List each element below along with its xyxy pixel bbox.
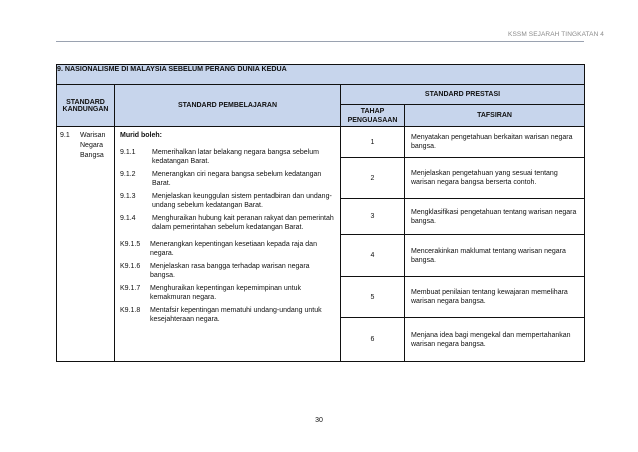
table-title: 9. NASIONALISME DI MALAYSIA SEBELUM PERANG DUNIA KEDUA <box>57 65 585 85</box>
item-code: 9.1.4 <box>120 215 136 222</box>
tafsiran-cell: Menjana idea bagi mengekal dan mempertahankan warisan negara bangsa. <box>405 318 585 362</box>
tafsiran-cell: Membuat penilaian tentang kewajaran memelihara warisan negara bangsa. <box>405 277 585 318</box>
item-text: Memerihalkan latar belakang negara bangsa sebelum kedatangan Barat. <box>152 149 319 165</box>
tahap-cell: 1 <box>341 127 405 158</box>
item-code: K9.1.6 <box>120 263 141 270</box>
item-code: 9.1.2 <box>120 171 136 178</box>
item-text: Menerangkan kepentingan kesetiaan kepada raja dan negara. <box>150 241 317 257</box>
list-item <box>120 192 335 210</box>
list-item <box>120 148 335 166</box>
murid-boleh-label: Murid boleh: <box>120 132 162 139</box>
page-number: 30 <box>315 417 323 424</box>
header-standard-prestasi: STANDARD PRESTASI <box>341 85 585 105</box>
header-divider <box>56 41 584 42</box>
list-item <box>120 306 335 324</box>
item-text: Menerangkan ciri negara bangsa sebelum kedatangan Barat. <box>152 171 322 187</box>
tafsiran-cell: Menyatakan pengetahuan berkaitan warisan negara bangsa. <box>405 127 585 158</box>
header-tahap-penguasaan: TAHAP PENGUASAAN <box>341 105 405 127</box>
item-code: K9.1.8 <box>120 307 141 314</box>
table-title-row <box>57 65 585 85</box>
item-text: Menghuraikan kepentingan kepemimpinan untuk kemakmuran negara. <box>150 285 301 301</box>
item-text: Menghuraikan hubung kait peranan rakyat dan pemerintah dalam pemerintahan sebelum kedatangan Barat. <box>152 215 334 231</box>
list-item <box>120 262 335 280</box>
header-row-1 <box>57 85 585 105</box>
pembelajaran-cell <box>115 127 341 362</box>
tahap-cell: 4 <box>341 235 405 277</box>
tafsiran-cell: Menjelaskan pengetahuan yang sesuai tentang warisan negara bangsa berserta contoh. <box>405 158 585 199</box>
list-item <box>120 170 335 188</box>
item-code: K9.1.5 <box>120 241 141 248</box>
tahap-cell: 5 <box>341 277 405 318</box>
tahap-cell: 3 <box>341 199 405 235</box>
item-text: Menjelaskan rasa bangga terhadap warisan negara bangsa. <box>150 263 310 279</box>
header-standard-kandungan: STANDARD KANDUNGAN <box>57 85 115 127</box>
header-tafsiran: TAFSIRAN <box>405 105 585 127</box>
kandungan-number: 9.1 <box>60 132 70 139</box>
tafsiran-cell: Mencerakinkan maklumat tentang warisan negara bangsa. <box>405 235 585 277</box>
list-item <box>120 240 335 258</box>
list-item <box>120 284 335 302</box>
curriculum-table <box>56 64 585 362</box>
item-code: 9.1.3 <box>120 193 136 200</box>
item-text: Mentafsir kepentingan mematuhi undang-undang untuk kesejahteraan negara. <box>150 307 322 323</box>
header-standard-pembelajaran: STANDARD PEMBELAJARAN <box>115 85 341 127</box>
item-text: Menjelaskan keunggulan sistem pentadbiran dan undang-undang sebelum kedatangan Barat. <box>152 193 332 209</box>
item-code: 9.1.1 <box>120 149 136 156</box>
kandungan-title: Warisan Negara Bangsa <box>80 132 106 159</box>
tahap-cell: 6 <box>341 318 405 362</box>
item-code: K9.1.7 <box>120 285 141 292</box>
tahap-cell: 2 <box>341 158 405 199</box>
tafsiran-cell: Mengklasifikasi pengetahuan tentang warisan negara bangsa. <box>405 199 585 235</box>
list-item <box>120 214 335 232</box>
page-header: KSSM SEJARAH TINGKATAN 4 <box>508 31 604 38</box>
prestasi-row <box>57 127 585 158</box>
kandungan-cell <box>57 127 115 362</box>
